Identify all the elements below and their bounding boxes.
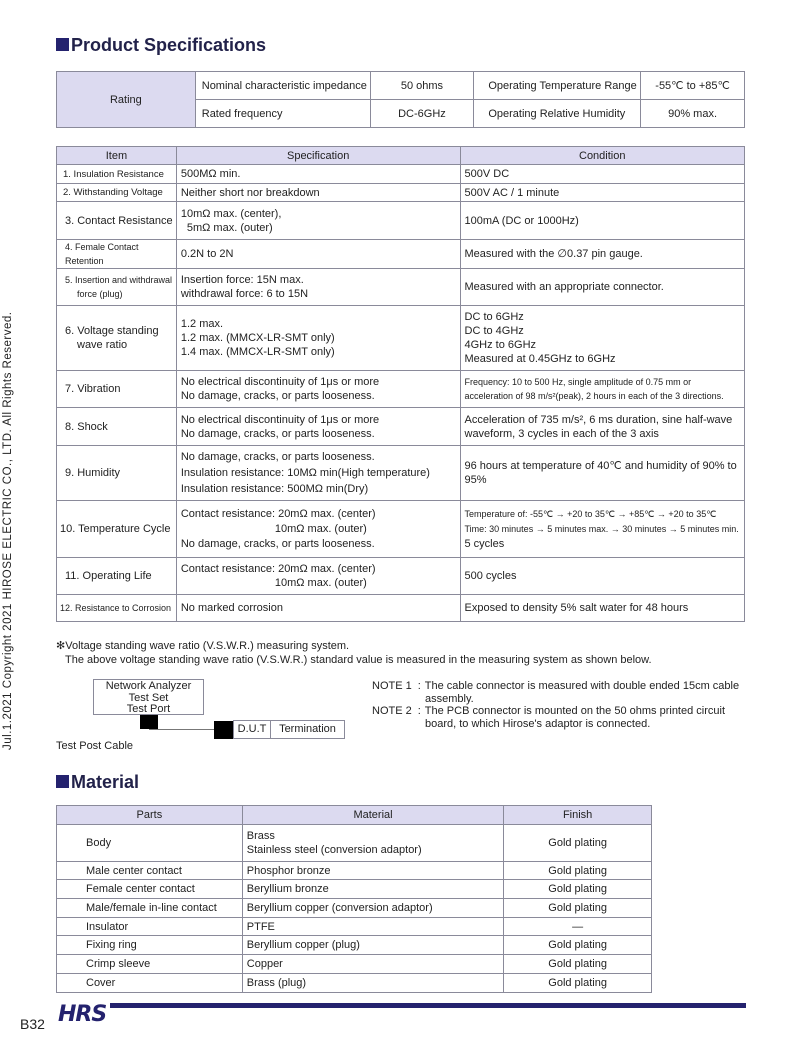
note-1: NOTE 1 : The cable connector is measured with double ended 15cm cable assembly. — [372, 680, 740, 705]
spec-condition: 500V DC — [460, 165, 745, 184]
spec-row — [57, 408, 745, 446]
spec-condition: 500 cycles — [460, 558, 745, 595]
material-finish: Gold plating — [504, 973, 652, 992]
spec-row — [57, 595, 745, 622]
spec-item: 8. Shock — [57, 408, 177, 446]
spec-item: 6. Voltage standing wave ratio — [57, 306, 177, 371]
spec-row — [57, 501, 745, 558]
material-finish: Gold plating — [504, 880, 652, 899]
spec-item: 12. Resistance to Corrosion — [57, 595, 177, 622]
material-material: Beryllium bronze — [242, 880, 504, 899]
test-cable-line — [149, 729, 214, 730]
spec-row — [57, 184, 745, 202]
spec-row — [57, 371, 745, 408]
material-header-parts: Parts — [57, 806, 243, 825]
dut-box: D.U.T — [233, 720, 271, 739]
dut-connector — [214, 721, 233, 739]
spec-row — [57, 240, 745, 269]
material-finish: Gold plating — [504, 936, 652, 955]
spec-header-specification: Specification — [176, 147, 460, 165]
spec-condition: 500V AC / 1 minute — [460, 184, 745, 202]
spec-item: 3. Contact Resistance — [57, 202, 177, 240]
material-material: Beryllium copper (conversion adaptor) — [242, 899, 504, 918]
spec-row — [57, 202, 745, 240]
spec-value: No damage, cracks, or parts looseness. Insulation resistance: 10MΩ min(High temperature) Insulation resistance: 500MΩ min(Dry) — [176, 446, 460, 501]
material-material: Copper — [242, 955, 504, 974]
material-row — [57, 955, 652, 974]
rating-item: Operating Relative Humidity — [474, 100, 641, 128]
spec-item: 2. Withstanding Voltage — [57, 184, 177, 202]
network-analyzer-box: Network Analyzer Test Set Test Port — [93, 679, 204, 715]
square-bullet-icon — [56, 775, 69, 788]
rating-value: 50 ohms — [370, 72, 474, 100]
section-title-specifications: Product Specifications — [56, 35, 266, 56]
spec-row — [57, 306, 745, 371]
rating-value: -55℃ to +85℃ — [641, 72, 745, 100]
material-finish: Gold plating — [504, 955, 652, 974]
spec-item: 5. Insertion and withdrawal force (plug) — [57, 269, 177, 306]
material-part: Crimp sleeve — [57, 955, 243, 974]
vswr-title: ✻Voltage standing wave ratio (V.S.W.R.) measuring system. — [56, 640, 350, 652]
material-part: Insulator — [57, 917, 243, 936]
spec-value: Insertion force: 15N max. withdrawal force: 6 to 15N — [176, 269, 460, 306]
rating-label: Rating — [57, 72, 196, 128]
spec-row — [57, 165, 745, 184]
test-port-connector — [140, 715, 158, 729]
spec-value: 0.2N to 2N — [176, 240, 460, 269]
spec-item: 1. Insulation Resistance — [57, 165, 177, 184]
material-header-finish: Finish — [504, 806, 652, 825]
rating-item: Nominal characteristic impedance — [195, 72, 370, 100]
material-part: Male center contact — [57, 861, 243, 880]
rating-item: Rated frequency — [195, 100, 370, 128]
material-material: Brass Stainless steel (conversion adaptor) — [242, 824, 504, 861]
spec-value: 1.2 max. 1.2 max. (MMCX-LR-SMT only) 1.4 max. (MMCX-LR-SMT only) — [176, 306, 460, 371]
hrs-logo: HRS — [58, 1002, 107, 1027]
material-material: Phosphor bronze — [242, 861, 504, 880]
material-finish: — — [504, 917, 652, 936]
spec-row — [57, 558, 745, 595]
material-row — [57, 880, 652, 899]
spec-item: 10. Temperature Cycle — [57, 501, 177, 558]
spec-item: 4. Female Contact Retention — [57, 240, 177, 269]
section-title-material: Material — [56, 772, 139, 793]
material-table — [56, 805, 652, 993]
material-row — [57, 936, 652, 955]
spec-item: 7. Vibration — [57, 371, 177, 408]
material-row — [57, 824, 652, 861]
rating-table — [56, 71, 745, 128]
material-part: Body — [57, 824, 243, 861]
rating-value: 90% max. — [641, 100, 745, 128]
material-part: Female center contact — [57, 880, 243, 899]
spec-value: Contact resistance: 20mΩ max. (center) 10mΩ max. (outer) No damage, cracks, or parts looseness. — [176, 501, 460, 558]
spec-value: No electrical discontinuity of 1μs or more No damage, cracks, or parts looseness. — [176, 371, 460, 408]
material-finish: Gold plating — [504, 824, 652, 861]
material-row — [57, 973, 652, 992]
spec-condition: DC to 6GHz DC to 4GHz 4GHz to 6GHz Measured at 0.45GHz to 6GHz — [460, 306, 745, 371]
spec-condition: 96 hours at temperature of 40℃ and humidity of 90% to 95% — [460, 446, 745, 501]
spec-item: 11. Operating Life — [57, 558, 177, 595]
spec-header-item: Item — [57, 147, 177, 165]
material-row — [57, 861, 652, 880]
spec-row — [57, 446, 745, 501]
material-part: Cover — [57, 973, 243, 992]
spec-header-condition: Condition — [460, 147, 745, 165]
rating-item: Operating Temperature Range — [474, 72, 641, 100]
spec-value: No electrical discontinuity of 1μs or more No damage, cracks, or parts looseness. — [176, 408, 460, 446]
spec-value: Neither short nor breakdown — [176, 184, 460, 202]
material-header-material: Material — [242, 806, 504, 825]
termination-box: Termination — [270, 720, 345, 739]
test-post-cable-label: Test Post Cable — [56, 740, 134, 752]
material-finish: Gold plating — [504, 861, 652, 880]
spec-value: No marked corrosion — [176, 595, 460, 622]
square-bullet-icon — [56, 38, 69, 51]
material-row — [57, 917, 652, 936]
material-material: Beryllium copper (plug) — [242, 936, 504, 955]
material-material: Brass (plug) — [242, 973, 504, 992]
material-row — [57, 899, 652, 918]
side-copyright: Jul.1.2021 Copyright 2021 HIROSE ELECTRIC CO., LTD. All Rights Reserved. — [2, 311, 14, 750]
spec-condition: 100mA (DC or 1000Hz) — [460, 202, 745, 240]
material-part: Male/female in-line contact — [57, 899, 243, 918]
page-number: B32 — [20, 1016, 45, 1032]
spec-condition: Acceleration of 735 m/s², 6 ms duration, sine half-wave waveform, 3 cycles in each of the 3 axis — [460, 408, 745, 446]
spec-value: 10mΩ max. (center), 5mΩ max. (outer) — [176, 202, 460, 240]
spec-value: 500MΩ min. — [176, 165, 460, 184]
spec-condition: Frequency: 10 to 500 Hz, single amplitude of 0.75 mm or acceleration of 98 m/s²(peak), 2 hours in each of the 3 directions. — [460, 371, 745, 408]
material-material: PTFE — [242, 917, 504, 936]
spec-table — [56, 146, 745, 622]
material-part: Fixing ring — [57, 936, 243, 955]
spec-value: Contact resistance: 20mΩ max. (center) 10mΩ max. (outer) — [176, 558, 460, 595]
spec-item: 9. Humidity — [57, 446, 177, 501]
note-2: NOTE 2 : The PCB connector is mounted on the 50 ohms printed circuit board, to which Hirose's adaptor is connected. — [372, 705, 726, 730]
rating-value: DC-6GHz — [370, 100, 474, 128]
spec-condition: Measured with the ∅0.37 pin gauge. — [460, 240, 745, 269]
spec-row — [57, 269, 745, 306]
spec-condition: Exposed to density 5% salt water for 48 hours — [460, 595, 745, 622]
spec-condition: Temperature of: -55℃ → +20 to 35℃ → +85℃ → +20 to 35℃ Time: 30 minutes → 5 minutes max. → 30 minutes → 5 minutes min. 5 cycles — [460, 501, 745, 558]
vswr-description: The above voltage standing wave ratio (V.S.W.R.) standard value is measured in the measuring system as shown below. — [65, 654, 652, 666]
spec-condition: Measured with an appropriate connector. — [460, 269, 745, 306]
footer-bar — [110, 1003, 746, 1008]
material-finish: Gold plating — [504, 899, 652, 918]
